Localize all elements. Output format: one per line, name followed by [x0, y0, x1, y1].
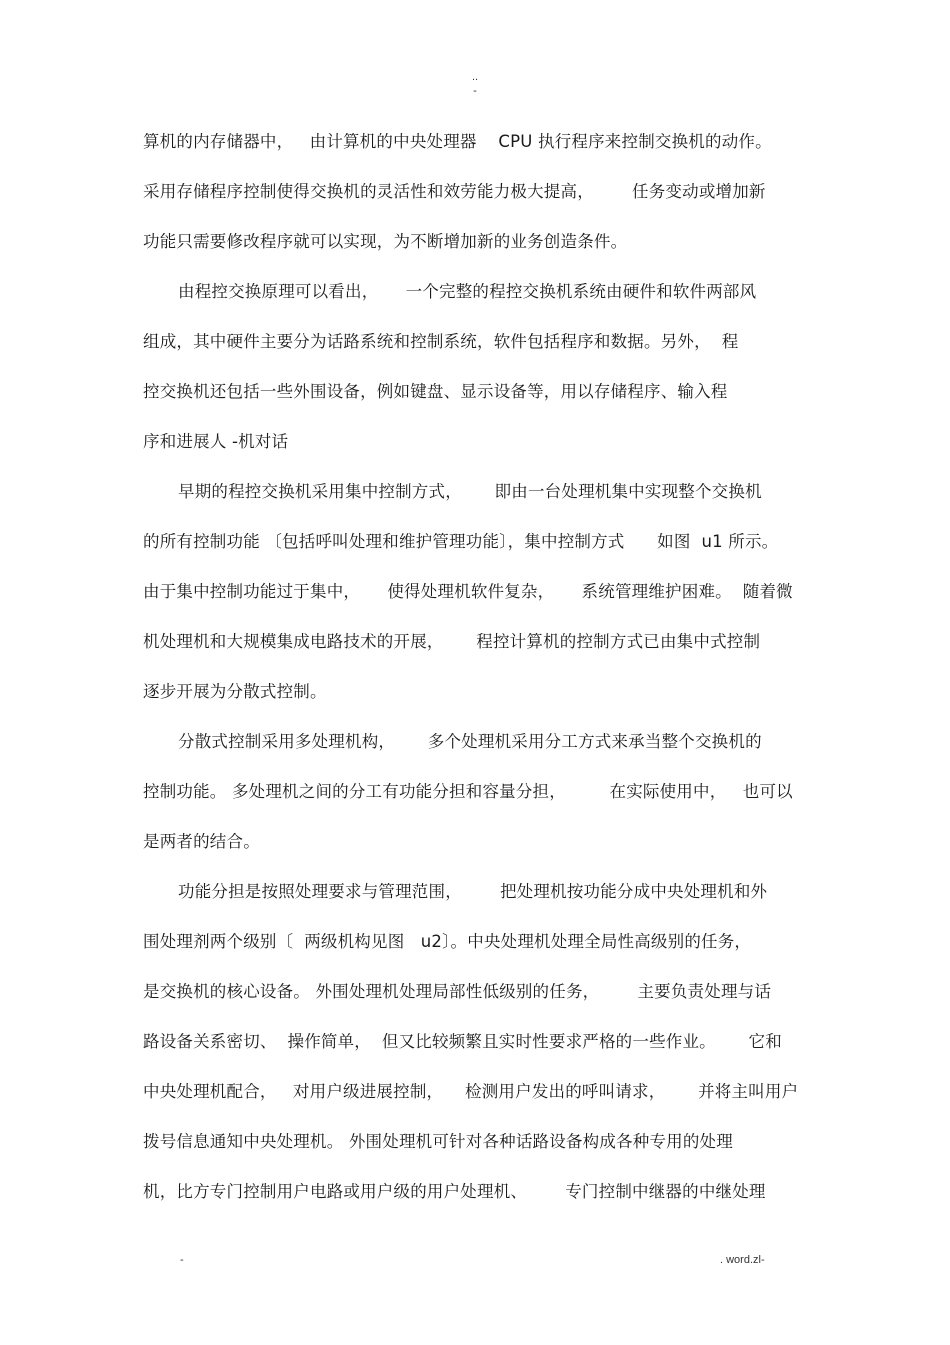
text-line: 路设备关系密切、 操作简单， 但又比较频繁且实时性要求严格的一些作业。 它和: [143, 1032, 782, 1051]
text-line: 逐步开展为分散式控制。: [143, 682, 327, 701]
footer-right: . word.zl-: [720, 1254, 765, 1266]
text-line: 功能分担是按照处理要求与管理范围， 把处理机按功能分成中央处理机和外: [178, 882, 768, 901]
text-line: 采用存储程序控制使得交换机的灵活性和效劳能力极大提高， 任务变动或增加新: [143, 182, 766, 201]
text-line: 控制功能。 多处理机之间的分工有功能分担和容量分担， 在实际使用中， 也可以: [143, 782, 793, 801]
text-line: 中央处理机配合， 对用户级进展控制， 检测用户发出的呼叫请求， 并将主叫用户: [143, 1082, 799, 1101]
text-line: 机处理机和大规模集成电路技术的开展， 程控计算机的控制方式已由集中式控制: [143, 632, 761, 651]
text-line: 由于集中控制功能过于集中， 使得处理机软件复杂， 系统管理维护困难。 随着微: [143, 582, 793, 601]
text-line: 是两者的结合。: [143, 832, 260, 851]
header-mark-bottom: -: [473, 85, 477, 97]
text-line: 拨号信息通知中央处理机。 外围处理机可针对各种话路设备构成各种专用的处理: [143, 1132, 733, 1151]
text-line: 早期的程控交换机采用集中控制方式， 即由一台处理机集中实现整个交换机: [178, 482, 762, 501]
text-line: 分散式控制采用多处理机构， 多个处理机采用分工方式来承当整个交换机的: [178, 732, 762, 751]
header-mark-top: ..: [471, 71, 479, 83]
text-line: 序和进展人 -机对话: [143, 432, 289, 451]
text-line: 围处理剂两个级别〔 两级机构见图 u2〕。中央处理机处理全局性高级别的任务，: [143, 932, 752, 951]
text-line: 功能只需要修改程序就可以实现，为不断增加新的业务创造条件。: [143, 232, 628, 251]
text-line: 的所有控制功能 〔包括呼叫处理和维护管理功能〕，集中控制方式 如图 u1 所示。: [143, 532, 779, 551]
text-line: 算机的内存储器中， 由计算机的中央处理器 CPU 执行程序来控制交换机的动作。: [143, 132, 772, 151]
text-line: 控交换机还包括一些外围设备，例如键盘、显示设备等，用以存储程序、输入程: [143, 382, 728, 401]
text-line: 是交换机的核心设备。 外围处理机处理局部性低级别的任务， 主要负责处理与话: [143, 982, 772, 1001]
text-line: 组成，其中硬件主要分为话路系统和控制系统，软件包括程序和数据。另外， 程: [143, 332, 739, 351]
footer-left: -: [180, 1254, 184, 1266]
text-line: 由程控交换原理可以看出， 一个完整的程控交换机系统由硬件和软件两部风: [178, 282, 757, 301]
text-line: 机，比方专门控制用户电路或用户级的用户处理机、 专门控制中继器的中继处理: [143, 1182, 766, 1201]
